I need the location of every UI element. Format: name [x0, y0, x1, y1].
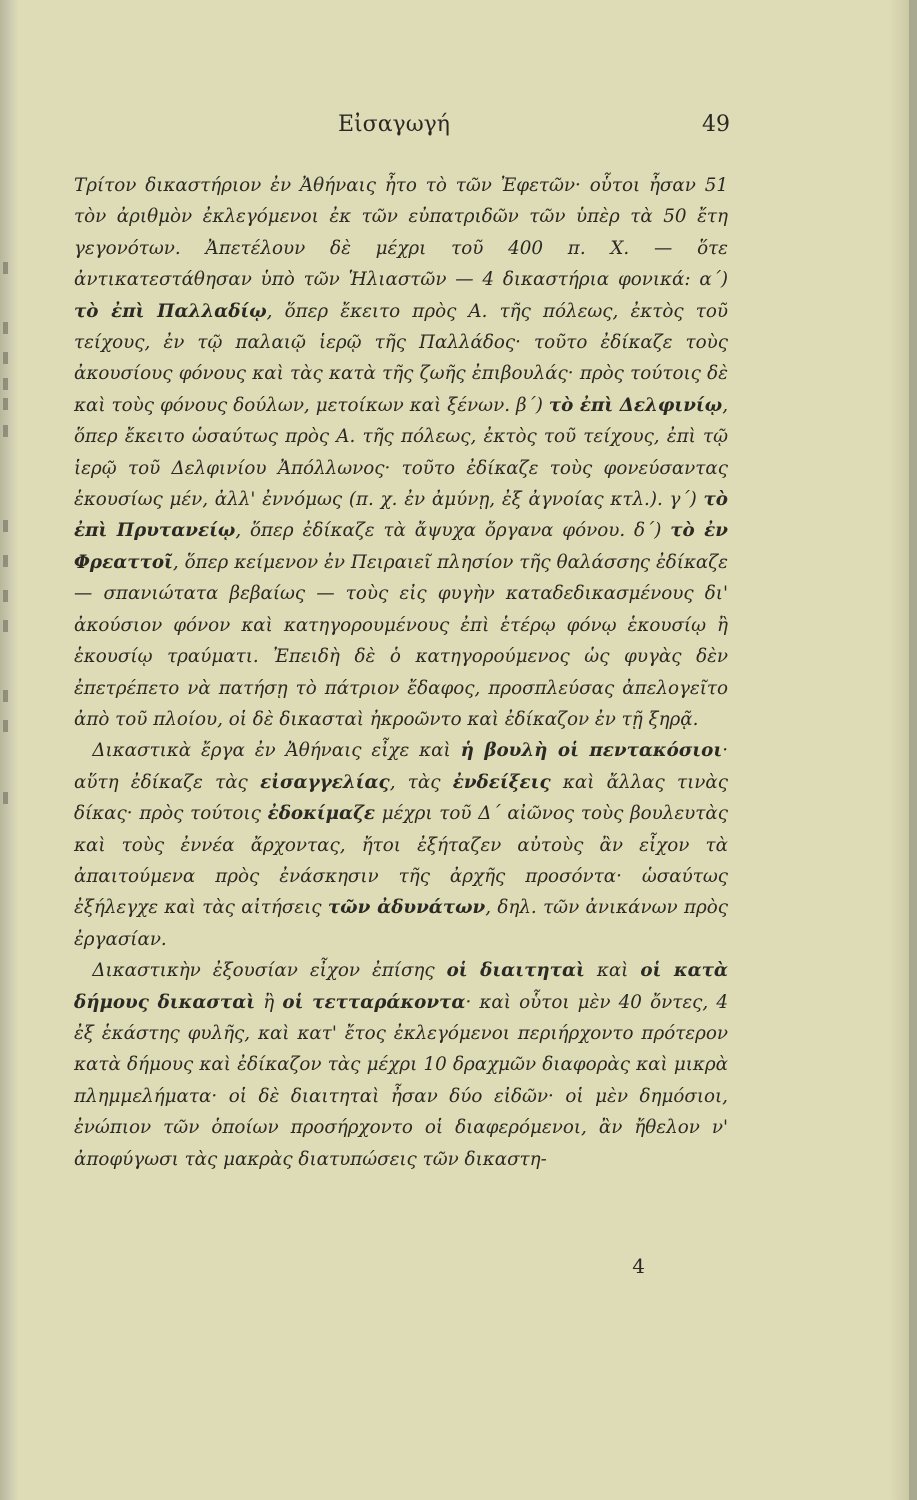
text-run: μέχρι τοῦ Δ΄ αἰῶνος τοὺς βουλευτὰς καὶ τοὺς ἐννέα ἄρχοντας, ἤτοι ἐξήταζεν αὐτοὺς ἂν εἶχον τὰ ἀπαιτούμενα πρὸς ἐνάσκησιν τῆς ἀρχῆς προσόντα· ὡσαύτως ἐξήλεγχε καὶ τὰς αἰτήσεις	[74, 803, 728, 919]
bold-term: οἱ τετταράκοντα	[282, 991, 466, 1013]
bold-term: ἐνδείξεις	[452, 771, 551, 793]
text-run: Δικαστικὴν ἐξουσίαν εἶχον ἐπίσης	[74, 960, 447, 982]
gutter-mark	[3, 620, 8, 632]
gutter-mark	[3, 398, 8, 410]
bold-term: τὸ ἐν Φρεαττοῖ	[74, 520, 728, 573]
text-run: καὶ	[584, 960, 641, 982]
text-run: , ὅπερ ἐδίκαζε τὰ ἄψυχα ὄργανα φόνου. δ΄)	[235, 520, 671, 542]
gutter-mark	[3, 555, 8, 567]
gutter-mark	[3, 720, 8, 732]
gutter-mark	[3, 520, 8, 532]
bold-term: τῶν ἀδυνάτων	[327, 897, 486, 919]
gutter-mark	[3, 425, 8, 437]
text-run: καὶ ἄλλας τινὰς δίκας· πρὸς τούτοις	[74, 771, 728, 825]
gutter-mark	[3, 378, 8, 390]
gutter-mark	[3, 262, 8, 274]
bold-term: τὸ ἐπὶ Δελφινίῳ	[548, 394, 723, 416]
bold-term: οἱ διαιτηταὶ	[446, 960, 585, 982]
gutter-mark	[3, 792, 8, 804]
bold-term: τὸ ἐπὶ Πρυτανείῳ	[74, 489, 728, 542]
text-run: , ὅπερ κείμενον ἐν Πειραιεῖ πλησίον τῆς θαλάσσης ἐδίκαζε — σπανιώτατα βεβαίως — τοὺς εἰς φυγὴν καταδεδικασμένους δι' ἀκούσιον φόνον καὶ κατηγορουμένους ἐπὶ ἑτέρῳ φόνῳ ἑκουσίῳ ἢ ἑκουσίῳ τραύματι. Ἐπειδὴ δὲ ὁ κατηγορούμενος ὡς φυγὰς δὲν ἐπετρέπετο νὰ πατήσῃ τὸ πάτριον ἔδαφος, προσπλεύσας ἀπελογεῖτο ἀπὸ τοῦ πλοίου, οἱ δὲ δικασταὶ ἠκροῶντο καὶ ἐδίκαζον ἐν τῇ ξηρᾷ.	[74, 551, 728, 730]
bold-term: τὸ ἐπὶ Παλλαδίῳ	[74, 300, 267, 322]
text-run: , ὅπερ ἔκειτο ὡσαύτως πρὸς Α. τῆς πόλεως, ἐκτὸς τοῦ τείχους, ἐπὶ τῷ ἱερῷ τοῦ Δελφινίου Ἀπόλλωνος· τοῦτο ἐδίκαζε τοὺς φονεύσαντας ἑκουσίως μέν, ἀλλ' ἐννόμως (π. χ. ἐν ἀμύνῃ, ἐξ ἀγνοίας κτλ.). γ΄)	[74, 394, 728, 511]
gutter-mark	[3, 352, 8, 364]
page-header	[58, 112, 730, 146]
bold-term: οἱ κατὰ δήμους δικασταὶ	[74, 960, 728, 1013]
text-run: · καὶ οὗτοι μὲν 40 ὄντες, 4 ἐξ ἑκάστης φυλῆς, καὶ κατ' ἔτος ἐκλεγόμενοι περιήρχοντο πρότερον κατὰ δήμους καὶ ἐδίκαζον τὰς μέχρι 10 δραχμῶν διαφορὰς καὶ μικρὰ πλημμελήματα· οἱ δὲ διαιτηταὶ ἦσαν δύο εἰδῶν· οἱ μὲν δημόσιοι, ἐνώπιον τῶν ὁποίων προσήρχοντο οἱ διαφερόμενοι, ἂν ἤθελον ν' ἀποφύγωσι τὰς μακρὰς διατυπώσεις τῶν δικαστη-	[74, 991, 728, 1170]
text-run: , δηλ. τῶν ἀνικάνων πρὸς ἐργασίαν.	[74, 897, 728, 950]
gutter-mark	[3, 690, 8, 702]
paragraph	[74, 955, 728, 1175]
text-run: Δικαστικὰ ἔργα ἐν Ἀθήναις εἶχε καὶ	[74, 740, 461, 762]
paragraph	[74, 735, 728, 955]
book-gutter	[0, 0, 18, 1500]
text-run: , ὅπερ ἔκειτο πρὸς Α. τῆς πόλεως, ἐκτὸς τοῦ τείχους, ἐν τῷ παλαιῷ ἱερῷ τῆς Παλλάδος· τοῦτο ἐδίκαζε τοὺς ἀκουσίους φόνους καὶ τὰς κατὰ τῆς ζωῆς ἐπιβουλάς· πρὸς τούτοις δὲ καὶ τοὺς φόνους δούλων, μετοίκων καὶ ξένων. β΄)	[74, 300, 728, 416]
book-edge	[909, 0, 917, 1500]
text-run: · αὕτη ἐδίκαζε τὰς	[74, 740, 729, 793]
bold-term: ἐδοκίμαζε	[267, 803, 376, 825]
text-run: , τὰς	[389, 771, 453, 793]
signature-mark: 4	[632, 1254, 645, 1278]
body-text	[74, 170, 728, 1175]
text-run: Τρίτον δικαστήριον ἐν Ἀθήναις ἦτο τὸ τῶν Ἐφετῶν· οὗτοι ἦσαν 51 τὸν ἀριθμὸν ἐκλεγόμενοι ἐκ τῶν εὐπατριδῶν τῶν ὑπὲρ τὰ 50 ἔτη γεγονότων. Ἀπετέλουν δὲ μέχρι τοῦ 400 π. Χ. — ὅτε ἀντικατεστάθησαν ὑπὸ τῶν Ἡλιαστῶν — 4 δικαστήρια φονικά: α΄)	[74, 175, 728, 291]
paragraph	[74, 170, 728, 735]
gutter-mark	[3, 322, 8, 334]
text-run: ἢ	[255, 991, 283, 1013]
running-title: Εἰσαγωγή	[338, 112, 450, 137]
page-number: 49	[702, 112, 730, 137]
bold-term: εἰσαγγελίας	[260, 771, 390, 793]
gutter-mark	[3, 590, 8, 602]
bold-term: ἡ βουλὴ οἱ πεντακόσιοι	[460, 740, 723, 762]
